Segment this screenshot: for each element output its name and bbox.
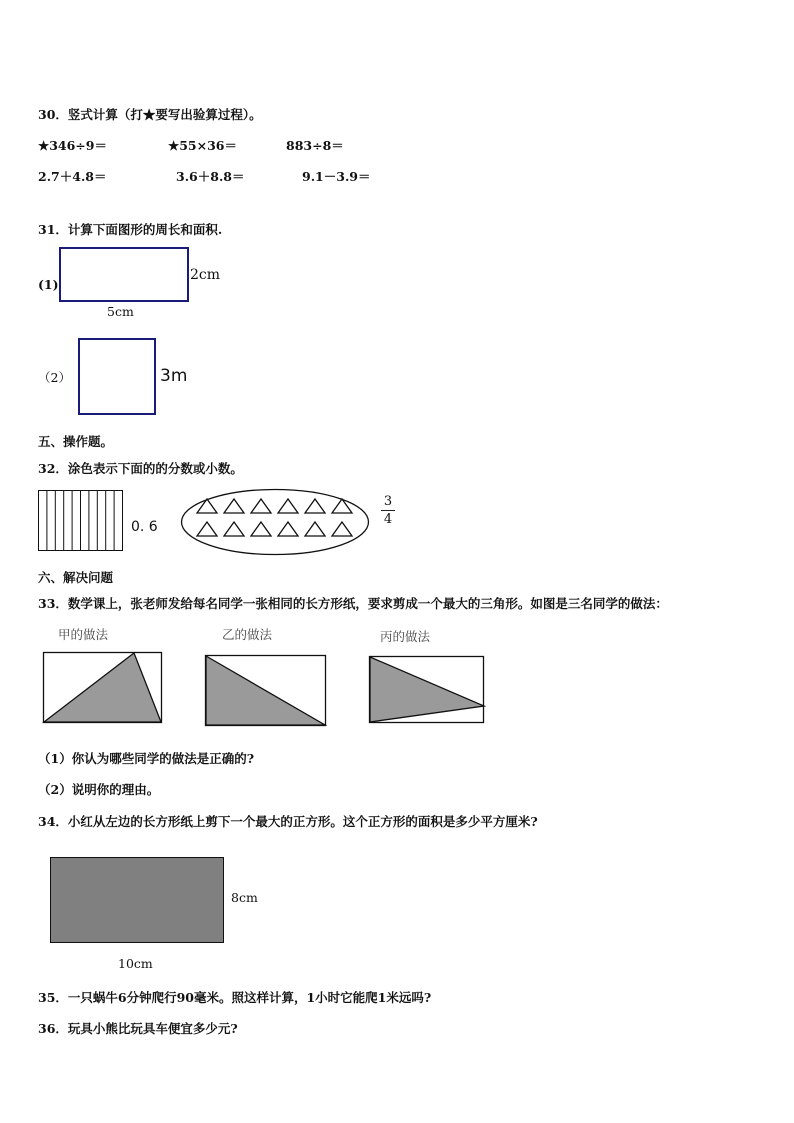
q30-item-3: 883÷8＝ bbox=[286, 138, 344, 153]
q33-title: 33．数学课上，张老师发给每名同学一张相同的长方形纸，要求剪成一个最大的三角形。如图是三名同学的做法： bbox=[38, 596, 668, 611]
q33-figure-jia bbox=[43, 652, 163, 724]
q34-title: 34．小红从左边的长方形纸上剪下一个最大的正方形。这个正方形的面积是多少平方厘米? bbox=[38, 814, 538, 829]
q33-label-bing: 丙的做法 bbox=[380, 629, 431, 644]
q31-fig1-label: (1) bbox=[38, 277, 59, 292]
q33-sub2: （2）说明你的理由。 bbox=[38, 782, 160, 797]
triangle-shape bbox=[251, 522, 271, 536]
q34-width: 10cm bbox=[118, 956, 153, 971]
q31-square bbox=[78, 338, 156, 415]
triangle-shape bbox=[278, 522, 298, 536]
triangle-shape bbox=[197, 499, 217, 513]
section6-title: 六、解决问题 bbox=[38, 570, 114, 585]
q32-fraction-denominator: 4 bbox=[383, 512, 393, 527]
triangle-shape bbox=[251, 499, 271, 513]
section5-title: 五、操作题。 bbox=[38, 434, 114, 449]
q34-height: 8cm bbox=[231, 890, 258, 905]
q31-fig1-height: 2cm bbox=[190, 267, 221, 283]
q34-rectangle bbox=[50, 857, 224, 943]
q30-item-2: ★55×36＝ bbox=[168, 138, 237, 153]
triangle-shape bbox=[197, 522, 217, 536]
q30-item-6: 9.1－3.9＝ bbox=[302, 169, 371, 184]
q32-oval bbox=[180, 488, 370, 556]
q31-title: 31．计算下面图形的周长和面积. bbox=[38, 222, 223, 237]
q33-sub1: （1）你认为哪些同学的做法是正确的? bbox=[38, 751, 255, 766]
q31-fig2-side: 3m bbox=[160, 366, 188, 386]
triangle-shape bbox=[278, 499, 298, 513]
q33-figure-bing bbox=[369, 656, 485, 724]
q31-fig1-width: 5cm bbox=[107, 304, 134, 319]
q30-title: 30．竖式计算（打★要写出验算过程）。 bbox=[38, 107, 262, 122]
q33-label-yi: 乙的做法 bbox=[222, 627, 273, 642]
q30-item-4: 2.7＋4.8＝ bbox=[38, 169, 107, 184]
q35-title: 35．一只蜗牛6分钟爬行90毫米。照这样计算，1小时它能爬1米远吗? bbox=[38, 990, 432, 1005]
q33-figure-yi bbox=[205, 655, 327, 727]
triangle-shape bbox=[224, 522, 244, 536]
q36-title: 36．玩具小熊比玩具车便宜多少元? bbox=[38, 1021, 238, 1036]
q32-title: 32．涂色表示下面的的分数或小数。 bbox=[38, 461, 243, 476]
q33-label-jia: 甲的做法 bbox=[58, 627, 109, 642]
q32-decimal: 0. 6 bbox=[131, 519, 158, 535]
q30-item-5: 3.6＋8.8＝ bbox=[176, 169, 245, 184]
triangle-shape bbox=[332, 522, 352, 536]
q31-fig2-label: （2） bbox=[38, 370, 71, 385]
q31-rectangle bbox=[59, 247, 189, 302]
q32-fraction bbox=[381, 494, 395, 527]
q32-fraction-numerator: 3 bbox=[383, 494, 393, 509]
triangle-shape bbox=[305, 522, 325, 536]
q32-strips bbox=[38, 490, 124, 552]
triangle-shape bbox=[305, 499, 325, 513]
q30-item-1: ★346÷9＝ bbox=[38, 138, 107, 153]
triangle-shape bbox=[332, 499, 352, 513]
triangle-shape bbox=[224, 499, 244, 513]
